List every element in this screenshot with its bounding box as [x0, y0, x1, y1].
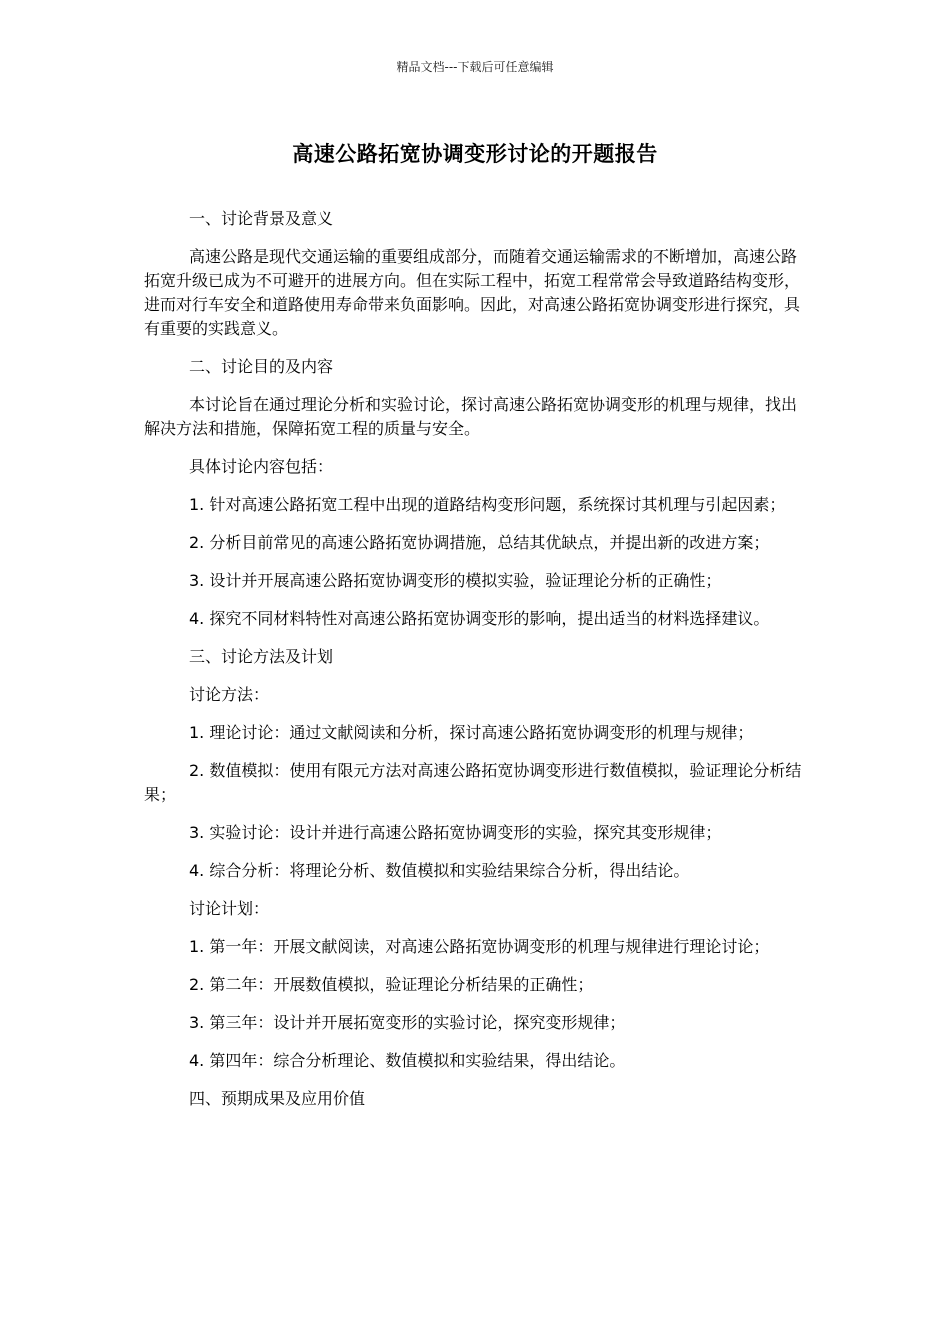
paragraph-content-intro: 具体讨论内容包括： — [189, 457, 334, 476]
paragraph-objectives: 本讨论旨在通过理论分析和实验讨论，探讨高速公路拓宽协调变形的机理与规律，找出解决方法和措施，保障拓宽工程的质量与安全。 — [144, 395, 798, 438]
list-item-plan-4: 4. 第四年：综合分析理论、数值模拟和实验结果，得出结论。 — [189, 1051, 626, 1070]
header-note: 精品文档---下载后可任意编辑 — [396, 60, 554, 74]
list-item-content-4: 4. 探究不同材料特性对高速公路拓宽协调变形的影响，提出适当的材料选择建议。 — [189, 609, 770, 628]
paragraph-plan-intro: 讨论计划： — [189, 899, 270, 918]
section-heading-objectives: 二、讨论目的及内容 — [189, 357, 334, 376]
paragraph-methods-intro: 讨论方法： — [189, 685, 270, 704]
paragraph-background: 高速公路是现代交通运输的重要组成部分，而随着交通运输需求的不断增加，高速公路拓宽升级已成为不可避开的进展方向。但在实际工程中，拓宽工程常常会导致道路结构变形，进而对行车安全和道路使用寿命带来负面影响。因此，对高速公路拓宽协调变形进行探究，具有重要的实践意义。 — [144, 247, 801, 338]
list-item-method-4: 4. 综合分析：将理论分析、数值模拟和实验结果综合分析，得出结论。 — [189, 861, 690, 880]
section-heading-methods: 三、讨论方法及计划 — [189, 647, 334, 666]
list-item-method-1: 1. 理论讨论：通过文献阅读和分析，探讨高速公路拓宽协调变形的机理与规律； — [189, 723, 754, 742]
list-item-content-3: 3. 设计并开展高速公路拓宽协调变形的模拟实验，验证理论分析的正确性； — [189, 571, 722, 590]
list-item-content-1: 1. 针对高速公路拓宽工程中出现的道路结构变形问题，系统探讨其机理与引起因素； — [189, 495, 786, 514]
section-heading-background: 一、讨论背景及意义 — [189, 209, 334, 228]
list-item-content-2: 2. 分析目前常见的高速公路拓宽协调措施，总结其优缺点，并提出新的改进方案； — [189, 533, 770, 552]
list-item-method-2: 2. 数值模拟：使用有限元方法对高速公路拓宽协调变形进行数值模拟，验证理论分析结果； — [144, 761, 802, 804]
document-body — [144, 207, 812, 1125]
list-item-plan-2: 2. 第二年：开展数值模拟，验证理论分析结果的正确性； — [189, 975, 594, 994]
section-heading-outcomes: 四、预期成果及应用价值 — [189, 1089, 366, 1108]
list-item-method-3: 3. 实验讨论：设计并进行高速公路拓宽协调变形的实验，探究其变形规律； — [189, 823, 722, 842]
document-title: 高速公路拓宽协调变形讨论的开题报告 — [292, 142, 658, 166]
list-item-plan-3: 3. 第三年：设计并开展拓宽变形的实验讨论，探究变形规律； — [189, 1013, 626, 1032]
list-item-plan-1: 1. 第一年：开展文献阅读，对高速公路拓宽协调变形的机理与规律进行理论讨论； — [189, 937, 770, 956]
